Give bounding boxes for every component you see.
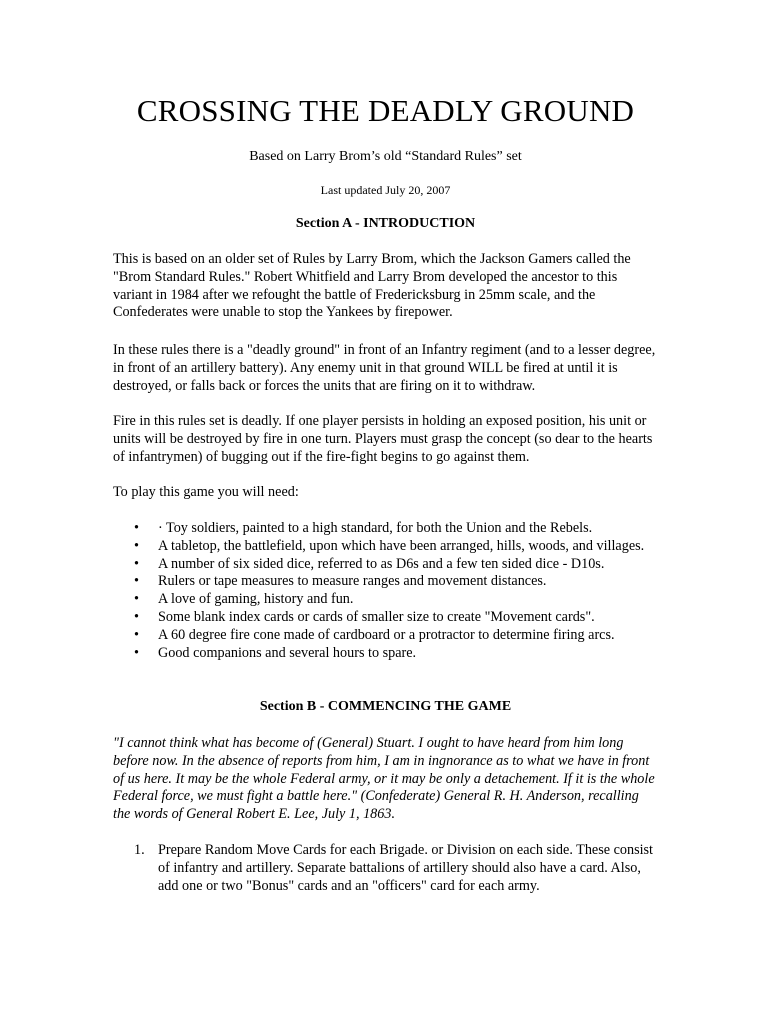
list-item-text: · Toy soldiers, painted to a high standard, for both the Union and the Rebels. <box>158 520 593 536</box>
list-item <box>113 573 658 591</box>
intro-paragraph-4: To play this game you will need: <box>113 484 299 500</box>
bullet-icon: • <box>134 573 139 590</box>
list-item-text: A number of six sided dice, referred to as D6s and a few ten sided dice - D10s. <box>158 555 605 572</box>
bullet-icon: • <box>134 555 139 572</box>
list-item <box>113 538 658 556</box>
bullet-icon: • <box>134 608 139 625</box>
document-subtitle: Based on Larry Brom’s old “Standard Rules” set <box>249 149 522 164</box>
bullet-icon: • <box>134 644 139 661</box>
list-item <box>113 556 658 574</box>
bullet-icon: • <box>134 591 139 608</box>
list-item <box>113 627 658 645</box>
step-number: 1. <box>134 842 145 858</box>
list-item-text: A love of gaming, history and fun. <box>158 591 354 608</box>
intro-paragraph-1: This is based on an older set of Rules by Larry Brom, which the Jackson Gamers called the "Brom Standard Rules." Robert Whitfield and Larry Brom developed the ancestor to this variant in 1984 after we refought the battle of Fredericksburg in 25mm scale, and the Confederates were unable to stop the Yankees by firepower. <box>113 251 631 321</box>
list-item <box>113 520 658 538</box>
lee-quote: "I cannot think what has become of (General) Stuart. I ought to have heard from him long before now. In the absence of reports from him, I am in ingnorance as to what we have in front of us here. It may be the whole Federal army, or it may be only a detachement. If it is the whole Federal force, we must fight a battle here." (Confederate) General R. H. Anderson, recalling the words of General Robert E. Lee, July 1, 1863. <box>113 735 655 823</box>
list-item-text: Some blank index cards or cards of smaller size to create "Movement cards". <box>158 608 595 625</box>
section-b-heading: Section B - COMMENCING THE GAME <box>259 699 512 714</box>
list-item <box>113 645 658 663</box>
list-item-text: Good companions and several hours to spare. <box>158 644 417 661</box>
intro-paragraph-3: Fire in this rules set is deadly. If one player persists in holding an exposed position, his unit or units will be destroyed by fire in one turn. Players must grasp the concept (so dear to the hearts of infantrymen) of bugging out if the fire-fight begins to go against them. <box>113 413 653 465</box>
bullet-icon: • <box>134 537 139 554</box>
list-item <box>113 609 658 627</box>
setup-steps-list <box>113 842 658 895</box>
list-item <box>113 842 658 895</box>
bullet-icon: • <box>134 626 139 643</box>
last-updated-date: Last updated July 20, 2007 <box>320 183 451 197</box>
list-item-text: A tabletop, the battlefield, upon which have been arranged, hills, woods, and villages. <box>158 537 645 554</box>
intro-paragraph-2: In these rules there is a "deadly ground" in front of an Infantry regiment (and to a lesser degree, in front of an artillery battery). Any enemy unit in that ground WILL be fired at until it is destroyed, or falls back or forces the units that are firing on it to withdraw. <box>113 342 656 394</box>
section-a-heading: Section A - INTRODUCTION <box>295 216 476 231</box>
list-item <box>113 591 658 609</box>
bullet-icon: • <box>134 520 139 536</box>
step-text: Prepare Random Move Cards for each Brigade. or Division on each side. These consist of infantry and artillery. Separate battalions of artillery should also have a card. Also, add one or two "Bonus" cards and an "officers" card for each army. <box>158 842 653 894</box>
document-title: CROSSING THE DEADLY GROUND <box>136 93 635 128</box>
list-item-text: A 60 degree fire cone made of cardboard or a protractor to determine firing arcs. <box>158 626 615 643</box>
list-item-text: Rulers or tape measures to measure ranges and movement distances. <box>158 573 547 590</box>
requirements-list <box>113 520 658 662</box>
